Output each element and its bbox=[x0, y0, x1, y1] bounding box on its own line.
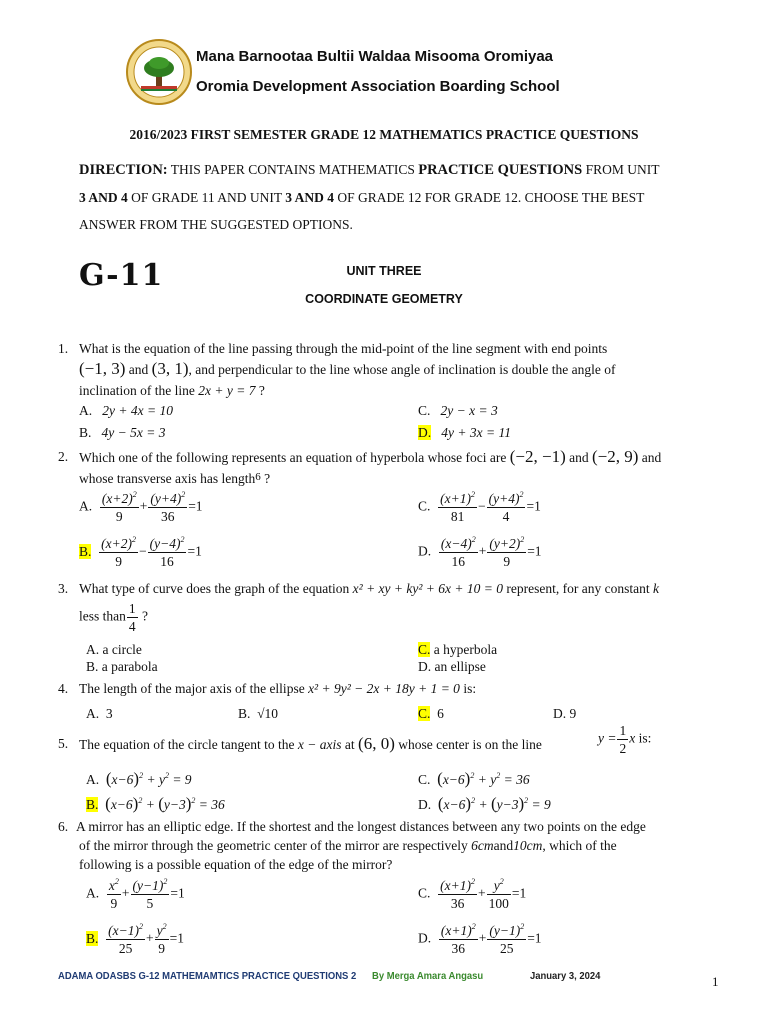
q2-line2: whose transverse axis has length$^6$ ? bbox=[79, 471, 271, 486]
page-number: 1 bbox=[712, 974, 719, 989]
q6-line2: of the mirror through the geometric center of the mirror are respectively 6cmand10cm, which of the bbox=[79, 838, 617, 853]
answer-highlight: B. bbox=[86, 930, 99, 946]
q3-line1: What type of curve does the graph of the equation x² + xy + ky² + 6x + 10 = 0 represent, for any constant k bbox=[79, 581, 659, 596]
q2-number: 2. bbox=[58, 449, 69, 464]
direction-paragraph: DIRECTION: THIS PAPER CONTAINS MATHEMATICS PRACTICE QUESTIONS FROM UNIT 3 AND 4 OF GRADE 11 AND UNIT 3 AND 4 OF GRADE 12 FOR GRADE 12. CHOOSE THE BEST ANSWER FROM THE SUGGESTED OPTIONS. bbox=[79, 162, 660, 232]
school-name-english: Oromia Development Association Boarding School bbox=[196, 78, 560, 95]
q4-option-d: D. 9 bbox=[553, 706, 577, 721]
q3-line2: less than $\frac{1}{4}$ ? bbox=[79, 601, 148, 634]
q1-option-a: A. 2y + 4x = 10 bbox=[79, 403, 173, 418]
q4-option-a: A. 3 bbox=[86, 706, 113, 721]
answer-highlight: C. bbox=[418, 706, 431, 721]
q2-option-a: A. $\frac{(x+2)^2}{9}$ + $\frac{(y+4)^2}{36}$ =1 bbox=[79, 490, 203, 524]
q1-option-d: D. 4y + 3x = 11 bbox=[418, 425, 511, 440]
q6-option-c: C. $\frac{(x+1)^2}{36}$ + $\frac{y^2}{100}$ =1 bbox=[418, 877, 527, 911]
answer-highlight: C. bbox=[418, 642, 431, 657]
q1-line3: inclination of the line 2x + y = 7 ? bbox=[79, 383, 265, 398]
q5-option-c: C. $(x-6)^2 + y^2 = 36$ bbox=[418, 769, 530, 788]
answer-highlight: B. bbox=[86, 797, 99, 812]
q6-option-b: B. $\frac{(x-1)^2}{25}$ + $\frac{y^2}{9}$ =1 bbox=[86, 922, 184, 956]
q3-option-b: B. a parabola bbox=[86, 659, 158, 674]
answer-highlight: B. bbox=[79, 543, 92, 559]
q2-option-d: D. $\frac{(x-4)^2}{16}$ + $\frac{(y+2)^2}{9}$ =1 bbox=[418, 535, 542, 569]
q1-line1: What is the equation of the line passing through the mid-point of the line segment with end points bbox=[79, 341, 608, 356]
q4-line1: The length of the major axis of the ellipse x² + 9y² − 2x + 18y + 1 = 0 is: bbox=[79, 681, 477, 696]
q2-option-c: C. $\frac{(x+1)^2}{81}$ − $\frac{(y+4)^2}{4}$ =1 bbox=[418, 490, 541, 524]
q5-line1: The equation of the circle tangent to the x − axis at (6, 0) whose center is on the line bbox=[79, 734, 542, 753]
q3-number: 3. bbox=[58, 581, 69, 596]
q5-option-a: A. $(x-6)^2 + y^2 = 9$ bbox=[86, 769, 192, 788]
q4-option-b: B. √10 bbox=[238, 706, 279, 721]
document-title: 2016/2023 FIRST SEMESTER GRADE 12 MATHEMATICS PRACTICE QUESTIONS bbox=[129, 127, 639, 142]
unit-title: UNIT THREE bbox=[346, 264, 422, 278]
grade-tag: G-11 bbox=[79, 258, 164, 293]
answer-highlight: D. bbox=[418, 425, 432, 440]
q6-line3: following is a possible equation of the edge of the mirror? bbox=[79, 857, 393, 872]
q3-option-a: A. a circle bbox=[86, 642, 142, 657]
q6-line1: A mirror has an elliptic edge. If the shortest and the longest distances between any two points on the edge bbox=[76, 819, 646, 834]
q1-number: 1. bbox=[58, 341, 69, 356]
q2-option-b: B. $\frac{(x+2)^2}{9}$ − $\frac{(y-4)^2}{16}$ =1 bbox=[79, 535, 202, 569]
q3-option-c: C. a hyperbola bbox=[418, 642, 498, 657]
q5-number: 5. bbox=[58, 736, 69, 751]
q1-line2: (−1, 3) and (3, 1), and perpendicular to the line whose angle of inclination is double the angle of bbox=[79, 359, 616, 378]
q1-option-c: C. 2y − x = 3 bbox=[418, 403, 498, 418]
q5-line-eq: y = $\frac{1}{2}$ x is: bbox=[598, 723, 652, 756]
q6-option-d: D. $\frac{(x+1)^2}{36}$ + $\frac{(y-1)^2}{25}$ =1 bbox=[418, 922, 542, 956]
unit-subtitle: COORDINATE GEOMETRY bbox=[305, 292, 463, 306]
q6-option-a: A. $\frac{x^2}{9}$ + $\frac{(y-1)^2}{5}$ =1 bbox=[86, 877, 185, 911]
q5-option-b: B. $(x-6)^2 + (y-3)^2 = 36$ bbox=[86, 794, 225, 813]
footer-date: January 3, 2024 bbox=[530, 970, 601, 982]
q1-option-b: B. 4y − 5x = 3 bbox=[79, 425, 166, 440]
school-logo bbox=[125, 38, 193, 106]
q3-option-d: D. an ellipse bbox=[418, 659, 486, 674]
school-name-oromo: Mana Barnootaa Bultii Waldaa Misooma Oromiyaa bbox=[196, 48, 554, 65]
direction-label: DIRECTION: bbox=[79, 162, 168, 178]
q6-number: 6. bbox=[58, 819, 69, 834]
q4-option-c: C. 6 bbox=[418, 706, 444, 721]
footer-left: ADAMA ODASBS G-12 MATHEMAMTICS PRACTICE QUESTIONS 2 bbox=[58, 970, 357, 982]
footer-author: By Merga Amara Angasu bbox=[372, 970, 484, 982]
q4-number: 4. bbox=[58, 681, 69, 696]
q2-line1: Which one of the following represents an equation of hyperbola whose foci are (−2, −1) and (−2, 9) and bbox=[79, 447, 662, 466]
q5-option-d: D. $(x-6)^2 + (y-3)^2 = 9$ bbox=[418, 794, 551, 813]
